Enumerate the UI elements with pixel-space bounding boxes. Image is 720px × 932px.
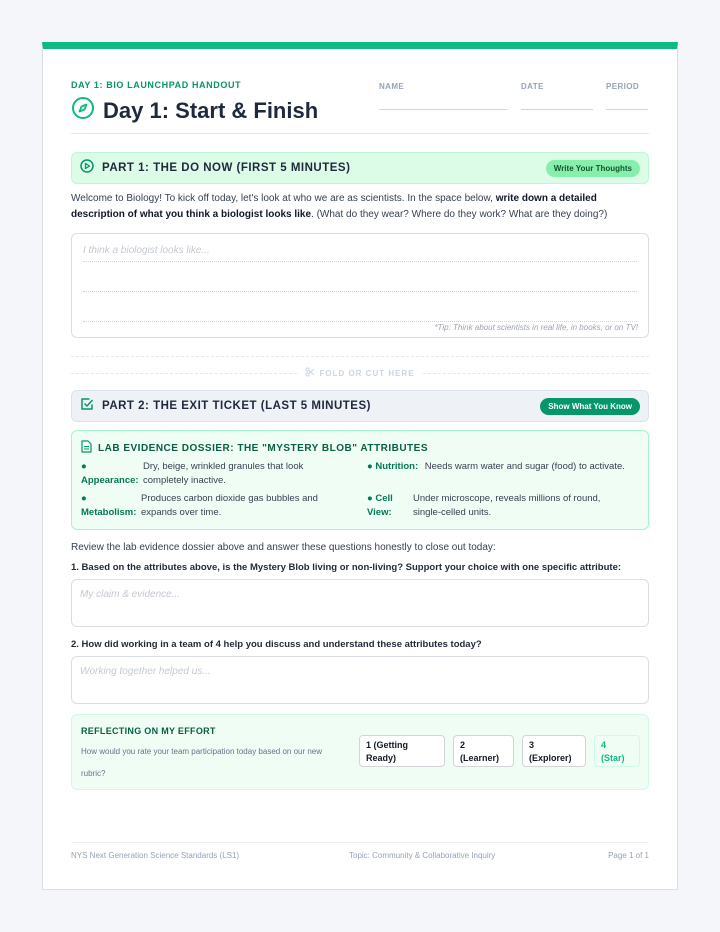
- part1-instructions: [71, 191, 649, 223]
- answer-box-2[interactable]: [71, 656, 649, 704]
- value-line: single-celled units.: [413, 507, 492, 518]
- writing-line: [83, 261, 637, 262]
- eyebrow-label: DAY 1: BIO LAUNCHPAD HANDOUT: [71, 80, 242, 90]
- attribute-value: [141, 492, 356, 520]
- fold-label: FOLD OR CUT HERE: [319, 368, 415, 378]
- attribute-nutrition: [367, 460, 647, 476]
- writing-line: [83, 291, 637, 292]
- bullet: ●: [81, 493, 87, 504]
- dossier-header: [81, 440, 428, 456]
- evidence-dossier: [71, 430, 649, 530]
- period-line: [606, 109, 648, 110]
- date-field[interactable]: [521, 82, 593, 91]
- date-line: [521, 109, 593, 110]
- reflection-panel: [71, 714, 649, 790]
- option-number: 4: [601, 740, 607, 750]
- attribute-metabolism: [81, 492, 351, 522]
- value-line: Under microscope, reveals millions of round,: [413, 493, 601, 504]
- fold-label-group: [297, 367, 422, 379]
- footer-standards: NYS Next Generation Science Standards (LS1): [71, 851, 240, 860]
- fold-dash-right: [423, 373, 649, 374]
- review-instructions: Review the lab evidence dossier above and answer these questions honestly to close out today:: [71, 542, 496, 553]
- option-label: (Star): [601, 753, 625, 763]
- intro-text-a: Welcome to Biology! To kick off today, let's look at who we are as scientists. In the space below,: [71, 193, 496, 204]
- name-label: NAME: [379, 82, 405, 91]
- attribute-label: View:: [367, 507, 392, 518]
- rating-option-4[interactable]: [594, 735, 640, 767]
- header-divider: [71, 133, 649, 134]
- writing-line: [83, 321, 637, 322]
- option-number: 1: [366, 740, 372, 750]
- value-line: expands over time.: [141, 507, 222, 518]
- fold-divider-top: [71, 356, 649, 357]
- name-field[interactable]: [379, 82, 507, 91]
- attribute-value: [143, 460, 353, 488]
- name-line: [379, 109, 507, 110]
- option-label: (Getting: [373, 740, 409, 750]
- page-title: Day 1: Start & Finish: [103, 97, 319, 123]
- answer-box-1[interactable]: [71, 579, 649, 627]
- value-line: Dry, beige, wrinkled granules that look: [143, 461, 304, 472]
- show-what-you-know-badge: Show What You Know: [540, 398, 640, 415]
- bullet: ●: [81, 461, 87, 472]
- part1-title: PART 1: THE DO NOW (FIRST 5 MINUTES): [102, 162, 351, 174]
- attribute-cell-view: [367, 492, 647, 522]
- answer-2-placeholder: Working together helped us...: [80, 666, 211, 677]
- rating-option-2[interactable]: [453, 735, 514, 767]
- part1-header: [71, 152, 649, 184]
- option-label-line2: Ready): [366, 753, 397, 763]
- period-label: PERIOD: [606, 82, 640, 91]
- intro-text-b: . (What do they wear? Where do they work? What are they doing?): [311, 209, 608, 220]
- attribute-label: Appearance:: [81, 475, 139, 486]
- rating-option-3[interactable]: [522, 735, 586, 767]
- period-field[interactable]: [606, 82, 648, 91]
- answer-1-placeholder: My claim & evidence...: [80, 589, 181, 600]
- value-line: completely inactive.: [143, 475, 226, 486]
- document-icon: [81, 440, 92, 456]
- scissors-icon: [305, 367, 315, 379]
- question-2: 2. How did working in a team of 4 help you discuss and understand these attributes today?: [71, 639, 482, 650]
- attribute-value: [413, 492, 643, 520]
- footer-topic: Topic: Community & Collaborative Inquiry: [349, 851, 496, 860]
- biologist-placeholder: I think a biologist looks like...: [83, 245, 210, 256]
- attribute-label: Metabolism:: [81, 507, 137, 518]
- part2-title: PART 2: THE EXIT TICKET (LAST 5 MINUTES): [102, 400, 371, 412]
- handout-page: [42, 42, 678, 890]
- play-circle-icon: [80, 159, 94, 178]
- attribute-label: ● Nutrition:: [367, 461, 419, 472]
- attribute-key: [81, 492, 141, 520]
- biologist-description-box[interactable]: [71, 233, 649, 338]
- student-info-fields: [379, 82, 649, 112]
- title-row: [71, 96, 318, 125]
- reflection-title: REFLECTING ON MY EFFORT: [81, 726, 216, 736]
- tip-text: *Tip: Think about scientists in real life, in books, or on TV!: [434, 323, 638, 332]
- intro-text-bold: write down a detailed description of what you think a biologist looks like: [71, 193, 597, 220]
- write-thoughts-badge: Write Your Thoughts: [546, 160, 640, 177]
- fold-divider: [71, 367, 649, 379]
- fold-dash-left: [71, 373, 297, 374]
- reflection-question: How would you rate your team participation today based on our new rubric?: [81, 747, 323, 778]
- option-label: (Learner): [460, 753, 500, 763]
- attribute-key: [367, 492, 413, 520]
- option-number: 3: [529, 740, 535, 750]
- footer-page-number: Page 1 of 1: [608, 851, 649, 860]
- page-footer: [71, 842, 649, 860]
- part2-header: [71, 390, 649, 422]
- option-label: (Explorer): [529, 753, 572, 763]
- check-square-icon: [80, 397, 94, 416]
- compass-icon: [71, 96, 95, 125]
- question-1: 1. Based on the attributes above, is the Mystery Blob living or non-living? Support your choice with one specific attribute:: [71, 562, 622, 573]
- value-line: Produces carbon dioxide gas bubbles and: [141, 493, 318, 504]
- attribute-label: ● Cell: [367, 493, 393, 504]
- dossier-title: LAB EVIDENCE DOSSIER: THE "MYSTERY BLOB" ATTRIBUTES: [98, 442, 429, 454]
- attribute-key: [81, 460, 143, 488]
- date-label: DATE: [521, 82, 544, 91]
- attribute-appearance: [81, 460, 351, 490]
- attribute-value: Needs warm water and sugar (food) to activate.: [424, 461, 625, 472]
- rating-option-1[interactable]: [359, 735, 445, 767]
- option-number: 2: [460, 740, 466, 750]
